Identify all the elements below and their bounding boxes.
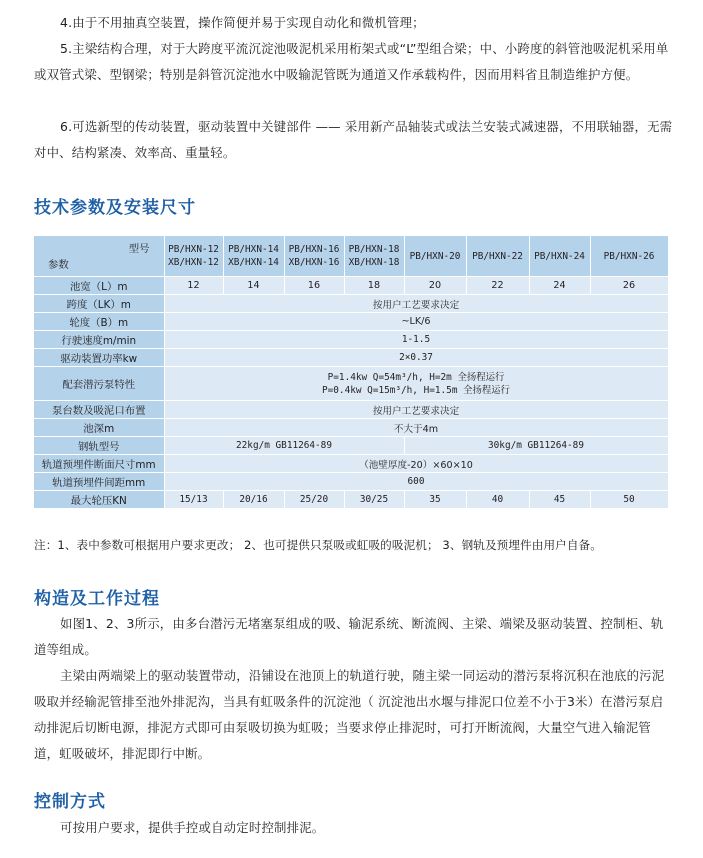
row-label: 轨道预埋件断面尺寸mm bbox=[34, 455, 164, 473]
intro-paragraph-5: 5.主梁结构合理，对于大跨度平流沉淀池吸泥机采用桁架式或“L”型组合梁；中、小跨度的斜管池吸泥机采用单或双管式梁、型钢梁；特别是斜管沉淀池水中吸输泥管既为通道又作承载构件，因而用料省且制造维护方便。 bbox=[34, 41, 669, 82]
row-label: 轨道预埋件间距mm bbox=[34, 473, 164, 491]
header-model-cell bbox=[164, 236, 223, 277]
cell-value: 按用户工艺要求决定 bbox=[164, 295, 668, 313]
table-note: 注：1、表中参数可根据用户要求更改； 2、也可提供只泵吸或虹吸的吸泥机； 3、钢轨及预埋件由用户自备。 bbox=[34, 538, 602, 552]
cell-value: 20 bbox=[404, 277, 466, 295]
structure-paragraph-1: 如图1、2、3所示，由多台潜污无堵塞泵组成的吸、输泥系统、断流阀、主梁、端梁及驱动装置、控制柜、轨道等组成。 bbox=[34, 616, 664, 657]
row-label: 泵台数及吸泥口布置 bbox=[34, 401, 164, 419]
control-paragraph: 可按用户要求，提供手控或自动定时控制排泥。 bbox=[60, 820, 325, 835]
cell-value: 600 bbox=[164, 473, 668, 491]
table-row-wheel-gauge bbox=[34, 313, 668, 331]
model-name-xb: XB/HXN-16 bbox=[288, 257, 340, 268]
section-title-structure: 构造及工作过程 bbox=[34, 589, 160, 609]
cell-value: 14 bbox=[223, 277, 284, 295]
cell-value: 26 bbox=[590, 277, 668, 295]
header-model-cell bbox=[223, 236, 284, 277]
header-corner-cell bbox=[34, 236, 164, 277]
header-param-label: 参数 bbox=[48, 259, 69, 271]
cell-value: 12 bbox=[164, 277, 223, 295]
model-name-pb: PB/HXN-12 bbox=[168, 244, 219, 255]
cell-value: 24 bbox=[529, 277, 590, 295]
cell-value: 40 bbox=[466, 491, 529, 509]
header-model-cell: PB/HXN-26 bbox=[590, 236, 668, 277]
row-label: 池宽（L）m bbox=[34, 277, 164, 295]
model-name-pb: PB/HXN-16 bbox=[288, 244, 340, 255]
row-label: 行驶速度m/min bbox=[34, 331, 164, 349]
cell-value: 25/20 bbox=[284, 491, 344, 509]
row-label: 配套潜污泵特性 bbox=[34, 367, 164, 401]
cell-value: 按用户工艺要求决定 bbox=[164, 401, 668, 419]
cell-value: 2×0.37 bbox=[164, 349, 668, 367]
table-row-pool-depth bbox=[34, 419, 668, 437]
header-model-cell bbox=[284, 236, 344, 277]
model-name-xb: XB/HXN-18 bbox=[348, 257, 400, 268]
pump-spec-line-2: P=0.4kw Q=15m³/h, H=1.5m 全扬程运行 bbox=[322, 384, 510, 396]
cell-value: 35 bbox=[404, 491, 466, 509]
table-row-embed-section bbox=[34, 455, 668, 473]
cell-value: 30/25 bbox=[344, 491, 404, 509]
pump-spec-line-1: P=1.4kw Q=54m³/h, H=2m 全扬程运行 bbox=[327, 371, 505, 383]
intro-paragraph-4: 4.由于不用抽真空装置，操作简便并易于实现自动化和微机管理； bbox=[60, 15, 425, 30]
cell-value: ~LK/6 bbox=[164, 313, 668, 331]
table-row-travel-speed bbox=[34, 331, 668, 349]
cell-value bbox=[164, 367, 668, 401]
table-row-pump-layout bbox=[34, 401, 668, 419]
header-model-cell bbox=[344, 236, 404, 277]
header-model-cell: PB/HXN-24 bbox=[529, 236, 590, 277]
header-model-cell: PB/HXN-20 bbox=[404, 236, 466, 277]
row-label: 跨度（LK）m bbox=[34, 295, 164, 313]
spec-table bbox=[34, 236, 669, 509]
row-label: 最大轮压KN bbox=[34, 491, 164, 509]
header-model-label: 型号 bbox=[128, 243, 150, 255]
table-row-embed-spacing bbox=[34, 473, 668, 491]
section-title-specs: 技术参数及安装尺寸 bbox=[34, 198, 196, 218]
cell-value: 30kg/m GB11264-89 bbox=[404, 437, 668, 455]
cell-value: 22kg/m GB11264-89 bbox=[164, 437, 404, 455]
structure-paragraph-2: 主梁由两端梁上的驱动装置带动，沿铺设在池顶上的轨道行驶，随主梁一同运动的潜污泵将沉积在池底的污泥吸取并经输泥管排至池外排泥沟，当具有虹吸条件的沉淀池（ 沉淀池出水堰与排泥口位差不小于3米）在潜污泵启动排泥后切断电源，排泥方式即可由泵吸切换为虹吸；当要求停止排泥时，可打开断流阀，大量空气进入输泥管道，虹吸破坏，排泥即行中断。 bbox=[34, 668, 665, 761]
table-row-max-wheel-load bbox=[34, 491, 668, 509]
model-name-pb: PB/HXN-18 bbox=[348, 244, 400, 255]
cell-value: 不大于4m bbox=[164, 419, 668, 437]
table-row-span bbox=[34, 295, 668, 313]
row-label: 驱动装置功率kw bbox=[34, 349, 164, 367]
cell-value: （池壁厚度-20）×60×10 bbox=[164, 455, 668, 473]
cell-value: 22 bbox=[466, 277, 529, 295]
table-row-pool-width bbox=[34, 277, 668, 295]
row-label: 轮度（B）m bbox=[34, 313, 164, 331]
cell-value: 20/16 bbox=[223, 491, 284, 509]
cell-value: 16 bbox=[284, 277, 344, 295]
section-title-control: 控制方式 bbox=[34, 792, 106, 812]
model-name-pb: PB/HXN-14 bbox=[228, 244, 279, 255]
model-name-xb: XB/HXN-14 bbox=[228, 257, 279, 268]
table-header-row bbox=[34, 236, 668, 277]
cell-value: 45 bbox=[529, 491, 590, 509]
cell-value: 15/13 bbox=[164, 491, 223, 509]
cell-value: 18 bbox=[344, 277, 404, 295]
row-label: 钢轨型号 bbox=[34, 437, 164, 455]
row-label: 池深m bbox=[34, 419, 164, 437]
header-model-cell: PB/HXN-22 bbox=[466, 236, 529, 277]
model-name-xb: XB/HXN-12 bbox=[168, 257, 219, 268]
table-row-drive-power bbox=[34, 349, 668, 367]
table-row-rail bbox=[34, 437, 668, 455]
table-row-pump bbox=[34, 367, 668, 401]
cell-value: 1-1.5 bbox=[164, 331, 668, 349]
cell-value: 50 bbox=[590, 491, 668, 509]
intro-paragraph-6: 6.可选新型的传动装置，驱动装置中关键部件 —— 采用新产品轴装式或法兰安装式减速器，不用联轴器，无需对中、结构紧凑、效率高、重量轻。 bbox=[34, 119, 673, 160]
